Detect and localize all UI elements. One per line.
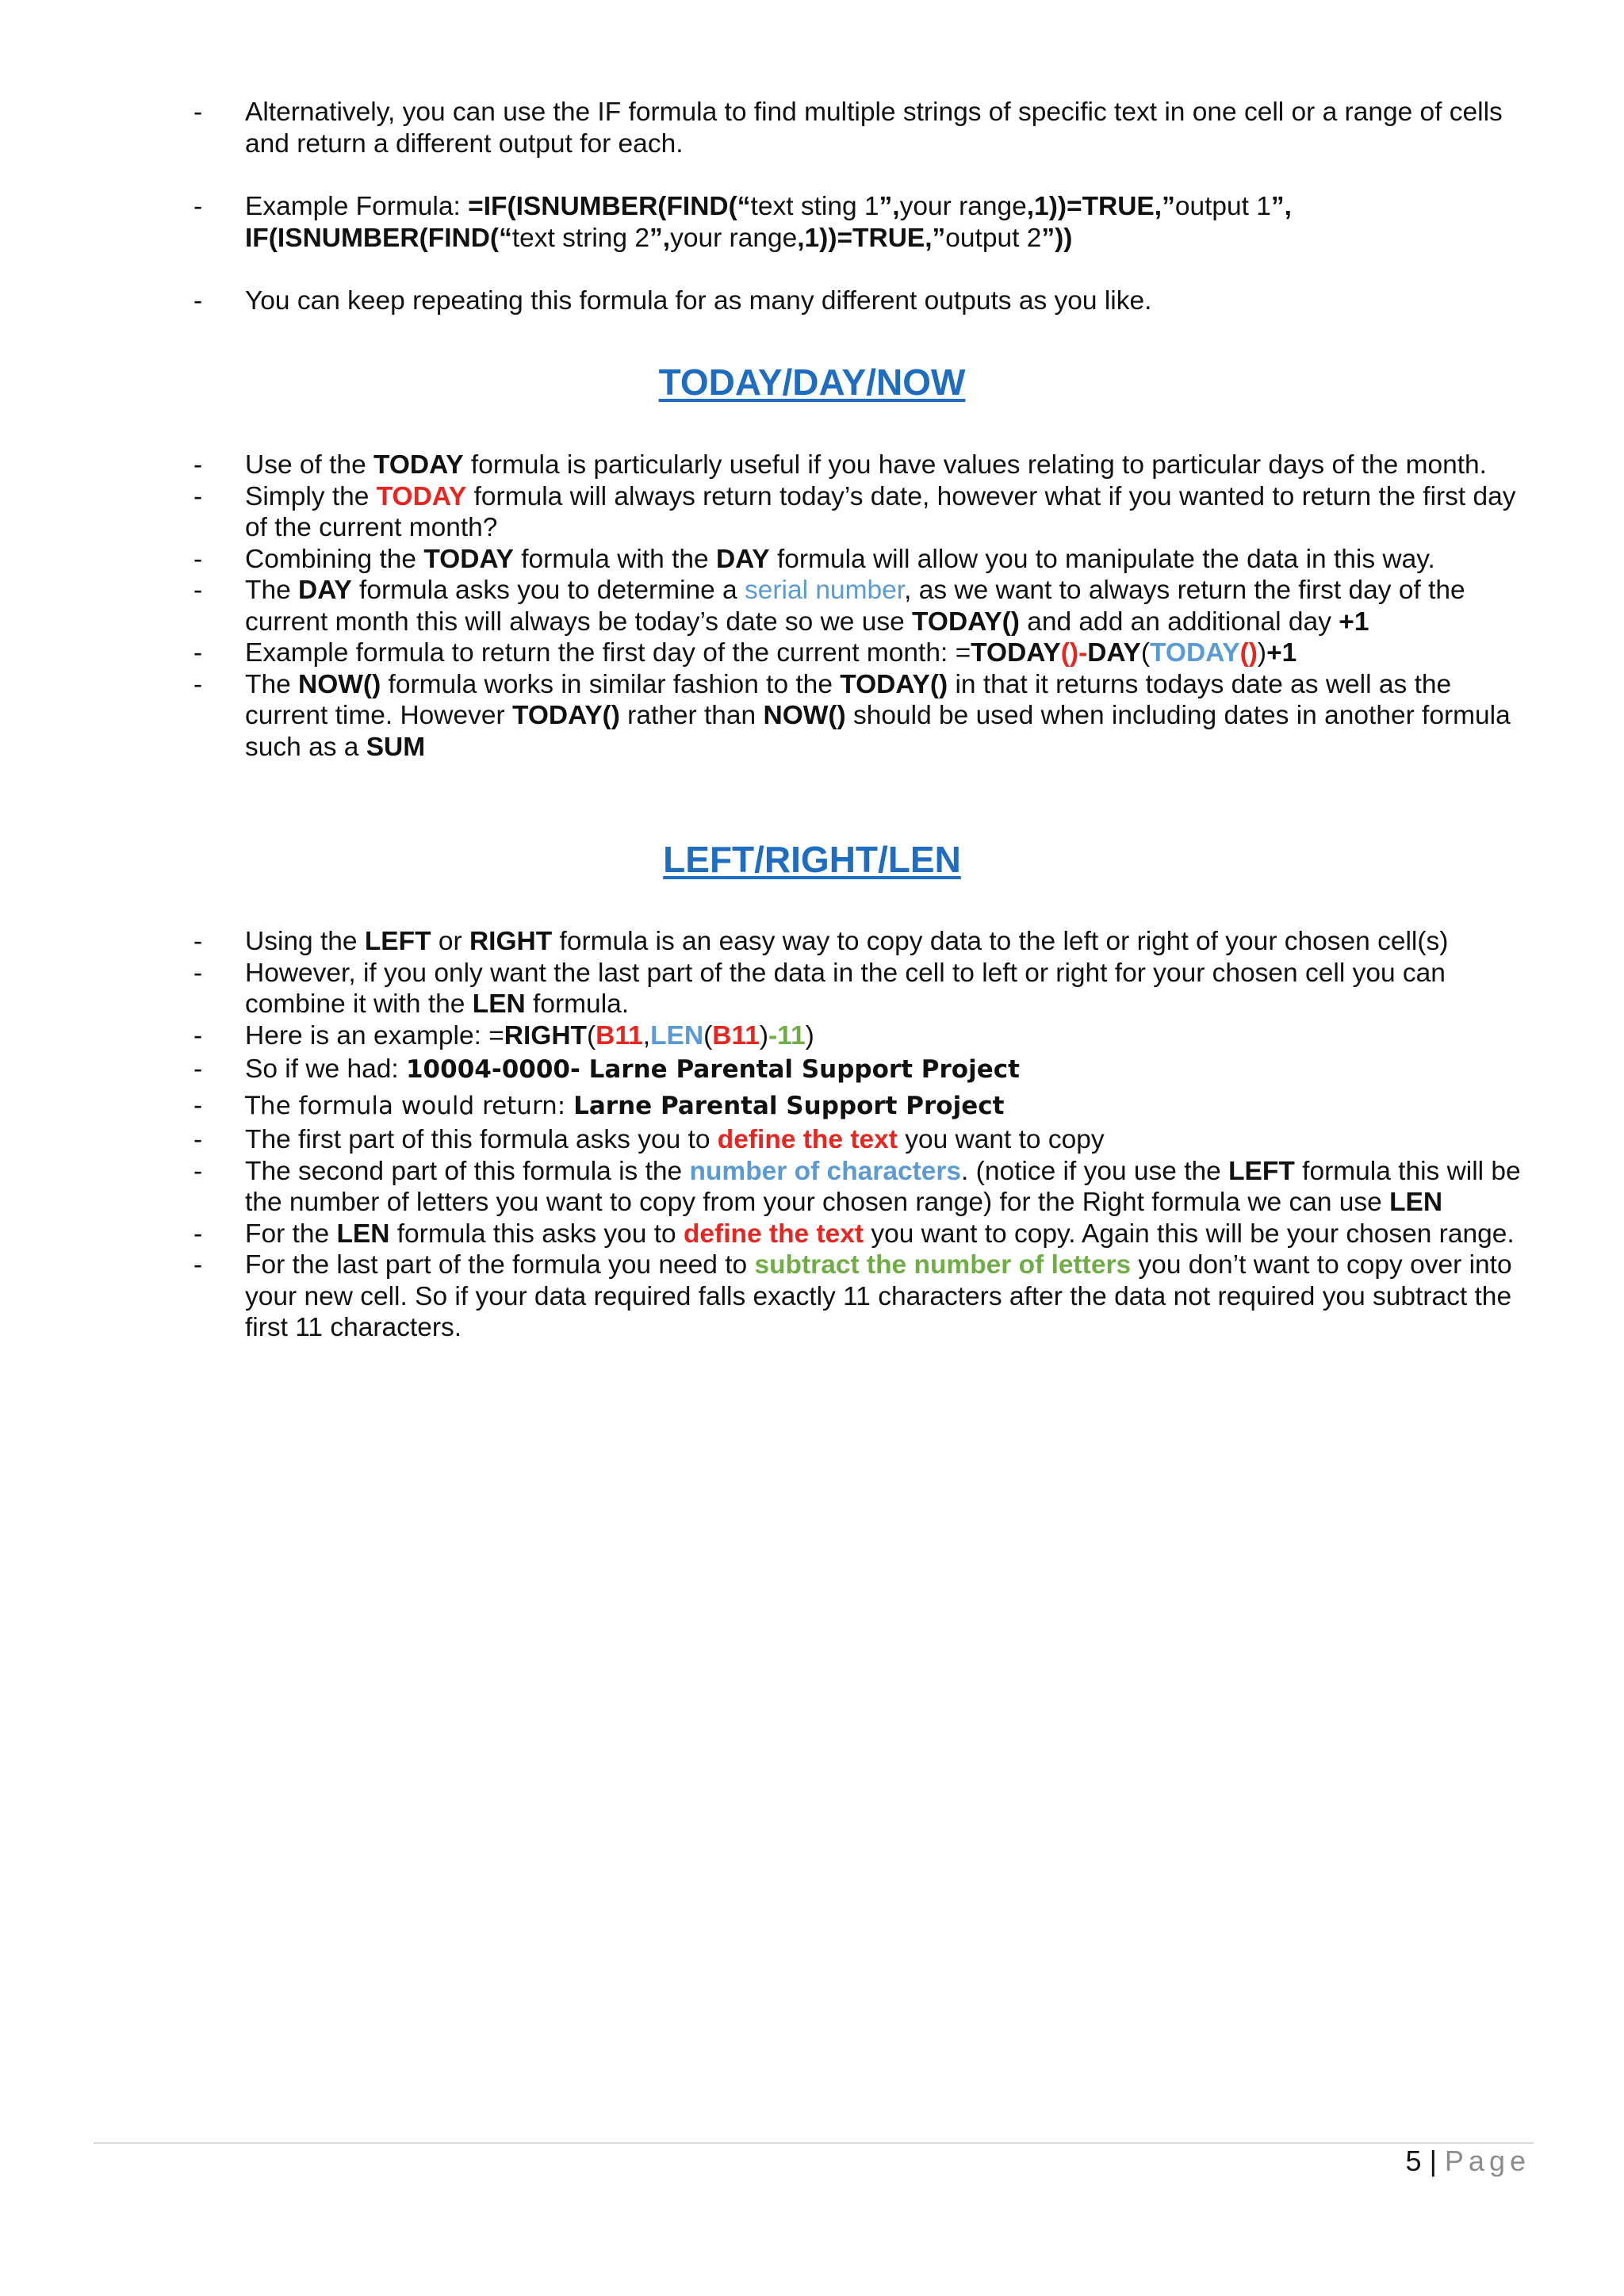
text-run: Simply the [245, 481, 377, 511]
list-item [182, 97, 1530, 159]
left-right-len-bullet-list [182, 926, 1530, 1344]
bullet-dash: - [193, 669, 203, 699]
list-item [182, 926, 1530, 958]
highlight-run: subtract the number of letters [754, 1250, 1132, 1280]
formula-run: ) [759, 1020, 769, 1050]
page-number: 5 [1405, 2145, 1422, 2177]
text-run: formula this will be the number of letters you want to copy from your chosen range) for the Right formula we can use [245, 1156, 1521, 1217]
list-item [182, 1088, 1530, 1124]
keyword-run: TODAY [423, 544, 514, 574]
list-item [182, 1051, 1530, 1088]
footer-separator: | [1421, 2145, 1445, 2177]
highlight-run: serial number [745, 576, 905, 605]
keyword-run: RIGHT [469, 927, 553, 956]
text-run: your range [670, 223, 798, 253]
formula-run: TODAY [1150, 638, 1240, 668]
list-item [182, 481, 1530, 544]
text-run: rather than [619, 701, 764, 730]
text-run: , as we want to always return the first day of the current month this will always be today’s date so we use [245, 576, 1465, 637]
formula-run: -11 [768, 1020, 806, 1050]
bullet-dash: - [193, 1250, 203, 1280]
list-item [182, 450, 1530, 481]
bullet-dash: - [193, 1020, 203, 1050]
bullet-dash: - [193, 638, 203, 668]
keyword-run: NOW() [298, 669, 381, 699]
page-footer [1406, 2144, 1530, 2179]
formula-run: ) [805, 1020, 814, 1050]
keyword-run: TODAY() [840, 669, 948, 699]
text-run: formula this asks you to [389, 1219, 684, 1249]
list-item [182, 1249, 1530, 1344]
keyword-run: DAY [298, 576, 352, 605]
formula-run: ,1))=TRUE,” [797, 223, 946, 253]
list-item [182, 575, 1530, 637]
list-item [182, 191, 1530, 254]
text-run: you don’t want to copy over into your new cell. So if your data required falls exactly 11 characters after the data not required you subtract the first 11 characters. [245, 1250, 1512, 1342]
formula-run: () [1239, 638, 1258, 668]
formula-run: , [642, 1020, 651, 1050]
list-item [182, 1124, 1530, 1156]
formula-run: ,1))=TRUE,” [1026, 192, 1175, 221]
formula-run: RIGHT [504, 1020, 588, 1050]
text-run: Here is an example: = [245, 1020, 504, 1050]
text-run: formula with the [513, 544, 716, 574]
bullet-dash: - [193, 98, 203, 127]
bullet-dash: - [193, 481, 203, 511]
formula-run: IF(ISNUMBER(FIND(“ [245, 223, 512, 253]
keyword-run: LEN [472, 989, 526, 1019]
list-item [182, 1156, 1530, 1219]
bullet-dash: - [193, 1091, 203, 1120]
bullet-text: You can keep repeating this formula for as many different outputs as you like. [245, 286, 1152, 316]
text-run: The first part of this formula asks you to [245, 1125, 718, 1154]
text-run: The formula would return: [245, 1092, 574, 1120]
keyword-run: +1 [1339, 607, 1369, 637]
formula-run: ”, [879, 192, 900, 221]
formula-run: ( [1140, 638, 1151, 668]
text-run: you want to copy [897, 1125, 1105, 1154]
text-run: So if we had: [245, 1054, 406, 1084]
text-run: you want to copy. Again this will be your chosen range. [864, 1219, 1515, 1249]
list-item [182, 285, 1530, 317]
bullet-dash: - [193, 544, 203, 574]
text-run: However, if you only want the last part of the data in the cell to left or right for your chosen cell you can combine it with the [245, 958, 1446, 1019]
keyword-run: SUM [366, 732, 426, 762]
text-run: The [245, 576, 299, 605]
text-run: formula works in similar fashion to the [381, 669, 841, 699]
text-run: text string 2 [511, 223, 649, 253]
bullet-dash: - [193, 1156, 203, 1186]
bullet-dash: - [193, 576, 203, 605]
text-run: output 1 [1174, 192, 1271, 221]
keyword-run: LEN [336, 1219, 390, 1249]
keyword-run: TODAY() [912, 607, 1020, 637]
footer-divider [94, 2142, 1534, 2144]
text-run: The second part of this formula is the [245, 1156, 690, 1186]
heading-today-day-now: TODAY/DAY/NOW [658, 362, 966, 403]
list-item [182, 544, 1530, 576]
bullet-dash: - [193, 450, 203, 480]
example-result: Larne Parental Support Project [573, 1092, 1005, 1120]
text-run: formula will always return today’s date, however what if you wanted to return the first day of the current month? [245, 481, 1516, 542]
text-run: Example Formula: [245, 192, 469, 221]
keyword-run: DAY [715, 544, 770, 574]
keyword-run: TODAY [373, 450, 464, 480]
text-run: Example formula to return the first day of the current month: = [245, 638, 971, 668]
bullet-dash: - [193, 1054, 203, 1084]
keyword-run: LEFT [1228, 1156, 1295, 1186]
highlight-run: define the text [717, 1125, 898, 1154]
keyword-run: NOW() [763, 701, 846, 730]
text-run: formula will allow you to manipulate the data in this way. [769, 544, 1435, 574]
formula-run: +1 [1266, 638, 1297, 668]
bullet-dash: - [193, 958, 203, 988]
bullet-text: Alternatively, you can use the IF formula to find multiple strings of specific text in one cell or a range of cells and return a different output for each. [245, 98, 1503, 159]
formula-run: ”, [1270, 192, 1292, 221]
formula-run: =IF(ISNUMBER(FIND(“ [468, 192, 751, 221]
page-label: Page [1444, 2145, 1530, 2177]
bullet-dash: - [193, 1125, 203, 1154]
list-item [182, 1219, 1530, 1250]
formula-run: () [1060, 638, 1079, 668]
text-run: your range [899, 192, 1027, 221]
text-run: should be used when including dates in another formula such as a [245, 701, 1511, 762]
bullet-dash: - [193, 1219, 203, 1249]
list-item [182, 669, 1530, 763]
example-data: 10004-0000- Larne Parental Support Project [405, 1055, 1020, 1084]
highlight-run: number of characters [689, 1156, 962, 1186]
formula-run: B11 [596, 1020, 643, 1050]
text-run: For the [245, 1219, 337, 1249]
formula-run: LEN [650, 1020, 704, 1050]
text-run: The [245, 669, 299, 699]
text-run: output 2 [945, 223, 1042, 253]
list-item [182, 1020, 1530, 1052]
text-run: formula. [525, 989, 630, 1019]
text-run: in that it returns todays date as well as the current time. However [245, 669, 1452, 730]
text-run: Using the [245, 927, 365, 956]
text-run: For the last part of the formula you need to [245, 1250, 755, 1280]
keyword-run: TODAY() [511, 701, 620, 730]
today-bullet-list [182, 450, 1530, 763]
bullet-dash: - [193, 192, 203, 221]
text-run: Combining the [245, 544, 424, 574]
keyword-run: TODAY [376, 481, 467, 511]
keyword-run: LEFT [364, 927, 431, 956]
text-run: formula asks you to determine a [351, 576, 745, 605]
list-item [182, 958, 1530, 1020]
text-run: or [431, 927, 469, 956]
text-run: and add an additional day [1019, 607, 1339, 637]
text-run: . (notice if you use the [961, 1156, 1229, 1186]
bullet-dash: - [193, 286, 203, 316]
formula-run: ( [587, 1020, 596, 1050]
formula-run: ”, [649, 223, 671, 253]
formula-run: TODAY [971, 638, 1061, 668]
formula-run: ( [703, 1020, 713, 1050]
text-run: formula is an easy way to copy data to the left or right of your chosen cell(s) [552, 927, 1449, 956]
heading-left-right-len: LEFT/RIGHT/LEN [663, 839, 961, 880]
text-run: formula is particularly useful if you have values relating to particular days of the month. [463, 450, 1487, 480]
formula-run: ”)) [1041, 223, 1073, 253]
if-bullet-list [182, 97, 1530, 317]
formula-run: DAY [1087, 638, 1141, 668]
keyword-run: LEN [1389, 1188, 1443, 1217]
formula-run: - [1078, 638, 1088, 668]
bullet-dash: - [193, 927, 203, 956]
highlight-run: define the text [683, 1219, 864, 1249]
formula-run: B11 [712, 1020, 760, 1050]
text-run: Use of the [245, 450, 374, 480]
list-item [182, 637, 1530, 669]
text-run: text sting 1 [750, 192, 879, 221]
formula-run: ) [1257, 638, 1267, 668]
